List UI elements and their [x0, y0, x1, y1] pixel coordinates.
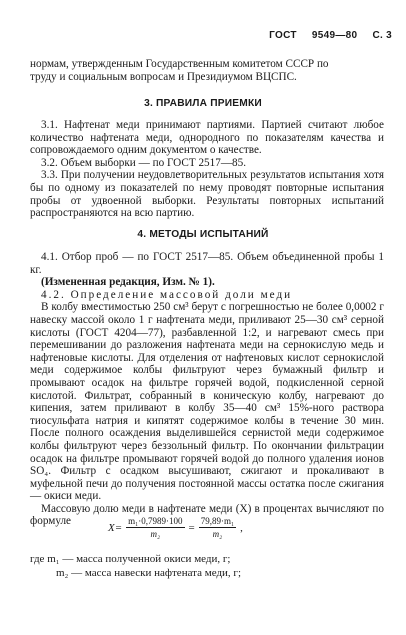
section-3-title: 3. ПРАВИЛА ПРИЕМКИ — [144, 98, 262, 109]
formula-lhs: X= — [108, 521, 123, 534]
section-3-body — [30, 119, 384, 220]
copper-fraction-formula — [108, 516, 243, 550]
paragraph-3-3: 3.3. При получении неудовлетворительных результатов испытания хотя бы по одному из показателей по нему проводят повторные испытания пробы от удвоенной выборки. Результаты повторных испытаний распространяются на всю партию. — [30, 169, 384, 220]
page-header — [257, 30, 392, 41]
paragraph-4-1: 4.1. Отбор проб — по ГОСТ 2517—85. Объем объединенной пробы 1 кг. — [30, 251, 384, 276]
paragraph-4-2-formula-intro: Массовую долю меди в нафтенате меди (X) в процентах вычисляют по формуле — [30, 502, 384, 528]
formula-tail: , — [240, 521, 243, 534]
formula-numerator-1: m₁·0,7989·100 — [128, 516, 183, 526]
header-number: 9549—80 — [311, 30, 358, 41]
section-4-body — [30, 251, 384, 528]
header-page: С. 3 — [372, 30, 392, 41]
intro-line-2: труду и социальным вопросам и Президиумом ВЦСПС. — [30, 70, 297, 83]
formula-equals: = — [188, 521, 195, 534]
paragraph-4-2-title: 4.2. Определение массовой доли меди — [41, 288, 293, 301]
formula-numerator-2: 79,89·m₁ — [200, 516, 235, 526]
formula-definitions — [30, 552, 241, 580]
formula-denominator-1: m₂ — [150, 529, 161, 539]
formula-fraction-1 — [126, 516, 184, 539]
definition-m1: где m₁ — масса полученной окиси меди, г; — [30, 553, 231, 565]
intro-paragraph — [30, 58, 384, 83]
section-4-title: 4. МЕТОДЫ ИСПЫТАНИЙ — [137, 229, 269, 240]
paragraph-4-1-note: (Измененная редакция, Изм. № 1). — [41, 276, 215, 289]
paragraph-3-2: 3.2. Объем выборки — по ГОСТ 2517—85. — [41, 156, 247, 169]
formula-fraction-2 — [199, 516, 236, 539]
paragraph-3-1: 3.1. Нафтенат меди принимают партиями. Партией считают любое количество нафтената меди, однородного по показателям качества и сопровождаемого одним документом о качестве. — [30, 119, 384, 157]
definition-m2: m₂ — масса навески нафтената меди, г; — [56, 567, 242, 579]
header-standard: ГОСТ — [269, 30, 297, 41]
formula-denominator-2: m₂ — [212, 529, 223, 539]
paragraph-4-2-body: В колбу вместимостью 250 см³ берут с погрешностью не более 0,0002 г навеску массой около 1 г нафтената меди, приливают 25—30 см³ серной кислоты (ГОСТ 4204—77), разбавленной 1:2, и нагревают смесь при перемешивании до разложения нафтената меди на сернокислую медь и нафтеновые кислоты. Для отделения от нафтеновых кислот сернокислой меди содержимое колбы фильтруют через бумажный фильтр и промывают осадок на фильтре горячей водой, подкисленной серной кислотой. Фильтрат, собранный в коническую колбу, нагревают до кипения, затем приливают в колбу 35—40 см³ 15%-ного раствора тиосульфата натрия и кипятят содержимое колбы в течение 30 мин. После полного осаждения выделившейся сернистой меди содержимое колбы фильтруют через беззольный фильтр. По окончании фильтрации осадок на фильтре промывают горячей водой до полного удаления ионов SO₄. Фильтр с осадком высушивают, сжигают и прокаливают в муфельной печи до получения постоянной массы остатка после сжигания — окиси меди. — [30, 301, 384, 503]
intro-line-1: нормам, утвержденным Государственным комитетом СССР по — [30, 58, 329, 70]
